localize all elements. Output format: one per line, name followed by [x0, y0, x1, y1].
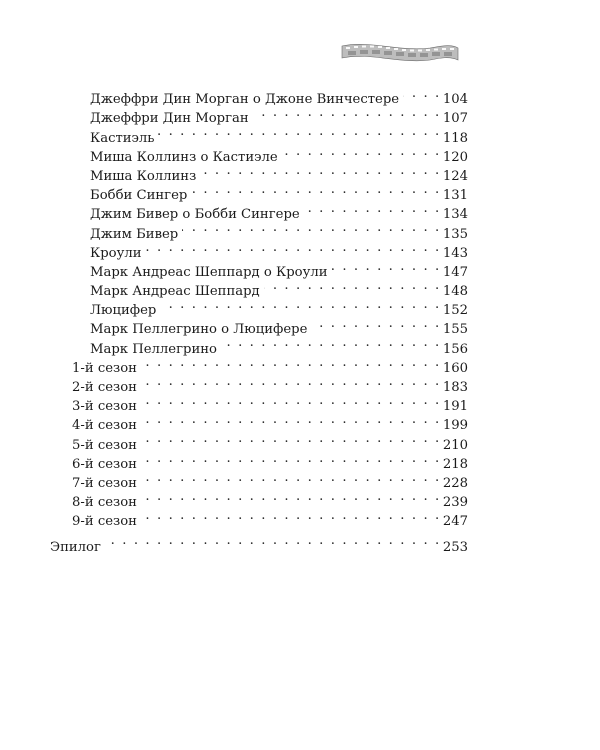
- toc-entry-title: Бобби Сингер: [90, 188, 188, 204]
- toc-entry-title: 6-й сезон: [72, 456, 137, 472]
- toc-entry-page-number: 134: [442, 207, 468, 223]
- toc-dot-leader: [158, 122, 440, 141]
- toc-entry-page-number: 156: [442, 341, 468, 357]
- toc-dot-leader: [105, 531, 441, 550]
- toc-entry-title: Люцифер: [90, 303, 157, 319]
- toc-entry-title: Джеффри Дин Морган о Джоне Винчестере: [90, 92, 400, 108]
- toc-entry-page-number: 107: [442, 111, 468, 127]
- toc-dot-leader: [403, 84, 441, 103]
- toc-entry-page-number: 253: [442, 539, 468, 555]
- toc-entry-title: Миша Коллинз: [90, 168, 197, 184]
- toc-entry-page-number: 160: [442, 360, 468, 376]
- toc-entry-page-number: 143: [442, 245, 468, 261]
- toc-entry-page-number: 218: [442, 456, 468, 472]
- toc-entry-page-number: 124: [442, 168, 468, 184]
- toc-entry-title: Эпилог: [50, 539, 101, 555]
- toc-dot-leader: [332, 257, 441, 276]
- toc-dot-leader: [221, 333, 441, 352]
- toc-entry-page-number: 152: [442, 303, 468, 319]
- toc-entry[interactable]: [50, 531, 468, 555]
- toc-dot-leader: [141, 487, 441, 506]
- toc-entry-title: Джим Бивер: [90, 226, 179, 242]
- toc-dot-leader: [146, 238, 441, 257]
- toc-entry-page-number: 247: [442, 514, 468, 530]
- toc-entry-page-number: 120: [442, 149, 468, 165]
- toc-dot-leader: [253, 103, 441, 122]
- toc-dot-leader: [141, 410, 441, 429]
- toc-dot-leader: [141, 506, 441, 525]
- toc-dot-leader: [311, 314, 440, 333]
- toc-entry-page-number: 191: [442, 399, 468, 415]
- toc-entry-page-number: 155: [442, 322, 468, 338]
- film-strip-icon: [340, 38, 460, 68]
- toc-entry-title: 8-й сезон: [72, 495, 137, 511]
- toc-entry-title: Миша Коллинз о Кастиэле: [90, 149, 278, 165]
- toc-entry-title: 5-й сезон: [72, 437, 137, 453]
- toc-entry-title: 9-й сезон: [72, 514, 137, 530]
- toc-entry-page-number: 118: [442, 130, 468, 146]
- toc-entry[interactable]: [50, 84, 468, 108]
- toc-entry-title: Джеффри Дин Морган: [90, 111, 249, 127]
- toc-dot-leader: [141, 372, 441, 391]
- toc-entry-page-number: 199: [442, 418, 468, 434]
- toc-dot-leader: [160, 295, 441, 314]
- toc-entry-title: Кроули: [90, 245, 142, 261]
- toc-dot-leader: [200, 161, 441, 180]
- toc-entry-page-number: 147: [442, 264, 468, 280]
- toc-entry-title: Марк Пеллегрино о Люцифере: [90, 322, 308, 338]
- toc-entry-page-number: 210: [442, 437, 468, 453]
- toc-entry-title: Марк Андреас Шеппард: [90, 284, 260, 300]
- toc-entry-page-number: 135: [442, 226, 468, 242]
- toc-entry-title: 7-й сезон: [72, 475, 137, 491]
- toc-entry-title: Марк Пеллегрино: [90, 341, 217, 357]
- toc-dot-leader: [304, 199, 441, 218]
- toc-entry-page-number: 148: [442, 284, 468, 300]
- toc-entry-title: Кастиэль: [90, 130, 155, 146]
- toc-dot-leader: [282, 142, 441, 161]
- toc-entry-title: 3-й сезон: [72, 399, 137, 415]
- toc-dot-leader: [141, 449, 441, 468]
- toc-entry-title: Марк Андреас Шеппард о Кроули: [90, 264, 328, 280]
- toc-dot-leader: [141, 468, 441, 487]
- toc-dot-leader: [141, 429, 441, 448]
- toc-dot-leader: [182, 218, 441, 237]
- toc-entry-page-number: 131: [442, 188, 468, 204]
- toc-dot-leader: [141, 391, 441, 410]
- toc-entry-title: 1-й сезон: [72, 360, 137, 376]
- toc-entry-title: Джим Бивер о Бобби Сингере: [90, 207, 300, 223]
- toc-entry-page-number: 104: [442, 92, 468, 108]
- toc-entry-page-number: 228: [442, 475, 468, 491]
- toc-dot-leader: [264, 276, 441, 295]
- toc-dot-leader: [141, 353, 441, 372]
- toc-dot-leader: [191, 180, 441, 199]
- toc-entry-title: 4-й сезон: [72, 418, 137, 434]
- table-of-contents: [50, 84, 468, 555]
- toc-entry-page-number: 183: [442, 380, 468, 395]
- toc-entry-title: 2-й сезон: [72, 380, 137, 395]
- toc-entry-page-number: 239: [442, 495, 468, 511]
